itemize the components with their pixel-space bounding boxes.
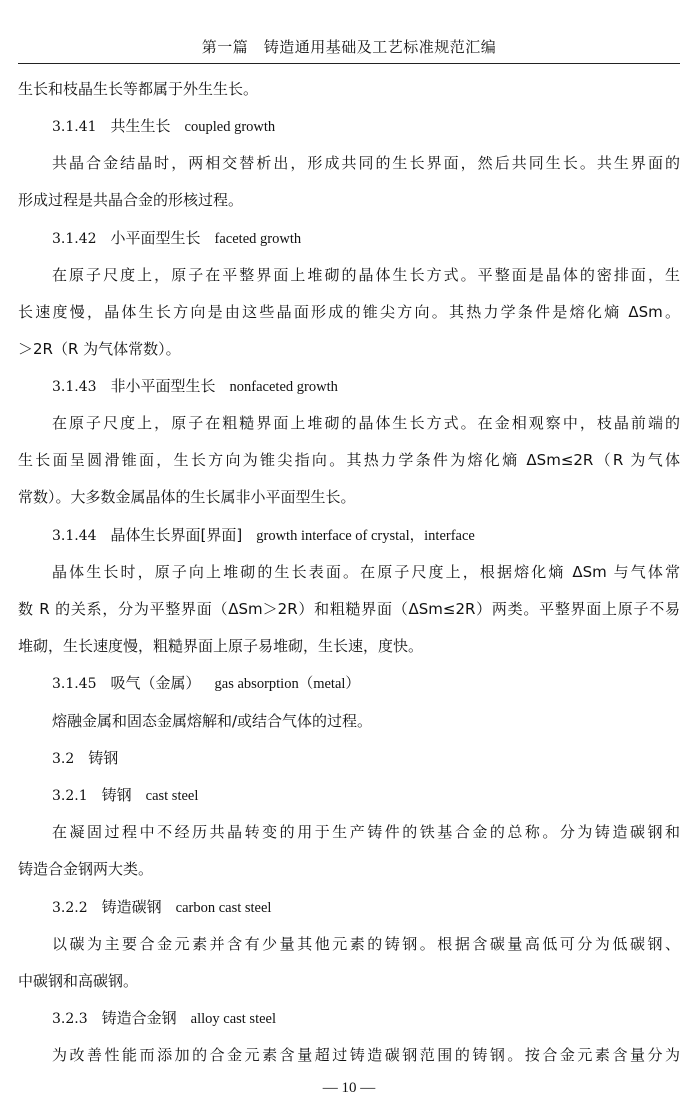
clause-number: 3.1.45 xyxy=(52,676,97,692)
paragraph-line: 铸造合金钢两大类。 xyxy=(18,860,154,878)
clause-title: 铸造碳钢 xyxy=(101,898,162,916)
section-heading-3-1-42 xyxy=(52,228,301,249)
paragraph-line: 生长和枝晶生长等都属于外生生长。 xyxy=(18,80,259,98)
clause-english-term: gas absorption（metal） xyxy=(214,676,360,692)
clause-english-term: nonfaceted growth xyxy=(229,379,338,395)
clause-number: 3.1.44 xyxy=(52,528,97,544)
paragraph-line: 熔融金属和固态金属熔解和/或结合气体的过程。 xyxy=(52,712,373,730)
clause-title: 铸钢 xyxy=(101,786,132,804)
paragraph-line: 在原子尺度上，原子在粗糙界面上堆砌的晶体生长方式。在金相观察中，枝晶前端的 xyxy=(52,414,680,432)
clause-number: 3.2.1 xyxy=(52,788,88,804)
paragraph-line: ＞2R（R 为气体常数）。 xyxy=(18,340,181,358)
paragraph-line: 堆砌，生长速度慢，粗糙界面上原子易堆砌，生长速，度快。 xyxy=(18,637,424,655)
paragraph-line: 为改善性能而添加的合金元素含量超过铸造碳钢范围的铸钢。按合金元素含量分为 xyxy=(52,1046,680,1064)
paragraph-line: 共晶合金结晶时，两相交替析出，形成共同的生长界面，然后共同生长。共生界面的 xyxy=(52,154,680,172)
page-number: — 10 — xyxy=(322,1080,376,1096)
paragraph-line: 中碳钢和高碳钢。 xyxy=(18,972,139,990)
section-heading-3-1-43 xyxy=(52,376,338,397)
section-heading-3-1-41 xyxy=(52,116,275,137)
clause-title: 小平面型生长 xyxy=(110,229,201,247)
paragraph-line: 常数）。大多数金属晶体的生长属非小平面型生长。 xyxy=(18,488,356,506)
clause-english-term: growth interface of crystal，interface xyxy=(256,528,475,544)
clause-title: 铸造合金钢 xyxy=(101,1009,177,1027)
clause-english-term: alloy cast steel xyxy=(190,1011,276,1027)
paragraph-line: 形成过程是共晶合金的形核过程。 xyxy=(18,191,244,209)
clause-number: 3.1.41 xyxy=(52,119,97,135)
section-heading-3-2-3 xyxy=(52,1008,276,1029)
paragraph-line: 长速度慢，晶体生长方向是由这些晶面形成的锥尖方向。其热力学条件是熔化熵 ΔSm。 xyxy=(18,303,680,321)
paragraph-line: 在凝固过程中不经历共晶转变的用于生产铸件的铁基合金的总称。分为铸造碳钢和 xyxy=(52,823,680,841)
clause-title: 吸气（金属） xyxy=(110,674,201,692)
running-header: 第一篇 铸造通用基础及工艺标准规范汇编 xyxy=(201,38,497,56)
paragraph-line: 晶体生长时，原子向上堆砌的生长表面。在原子尺度上，根据熔化熵 ΔSm 与气体常 xyxy=(52,563,680,581)
clause-number: 3.1.43 xyxy=(52,379,97,395)
section-heading-3-2-2 xyxy=(52,897,271,918)
clause-number: 3.2.2 xyxy=(52,900,88,916)
paragraph-line: 数 R 的关系，分为平整界面（ΔSm＞2R）和粗糙界面（ΔSm≤2R）两类。平整界面上原子不易 xyxy=(18,600,680,618)
section-heading-3-1-44 xyxy=(52,525,475,546)
section-heading-3-2-1 xyxy=(52,785,198,806)
clause-title: 非小平面型生长 xyxy=(110,377,216,395)
header-rule xyxy=(18,63,680,64)
clause-title: 共生生长 xyxy=(110,117,171,135)
section-heading-3-1-45 xyxy=(52,673,360,694)
clause-number: 3.2 xyxy=(52,751,75,767)
clause-english-term: cast steel xyxy=(145,788,199,804)
paragraph-line: 生长面呈圆滑锥面，生长方向为锥尖指向。其热力学条件为熔化熵 ΔSm≤2R（R 为气体 xyxy=(18,451,680,469)
clause-english-term: carbon cast steel xyxy=(175,900,272,916)
clause-title: 晶体生长界面[界面] xyxy=(110,526,243,544)
clause-english-term: coupled growth xyxy=(184,119,276,135)
paragraph-line: 以碳为主要合金元素并含有少量其他元素的铸钢。根据含碳量高低可分为低碳钢、 xyxy=(52,935,680,953)
paragraph-line: 在原子尺度上，原子在平整界面上堆砌的晶体生长方式。平整面是晶体的密排面，生 xyxy=(52,266,680,284)
clause-title: 铸钢 xyxy=(88,749,119,767)
clause-number: 3.2.3 xyxy=(52,1011,88,1027)
clause-english-term: faceted growth xyxy=(214,231,302,247)
section-heading-3-2 xyxy=(52,748,118,769)
clause-number: 3.1.42 xyxy=(52,231,97,247)
